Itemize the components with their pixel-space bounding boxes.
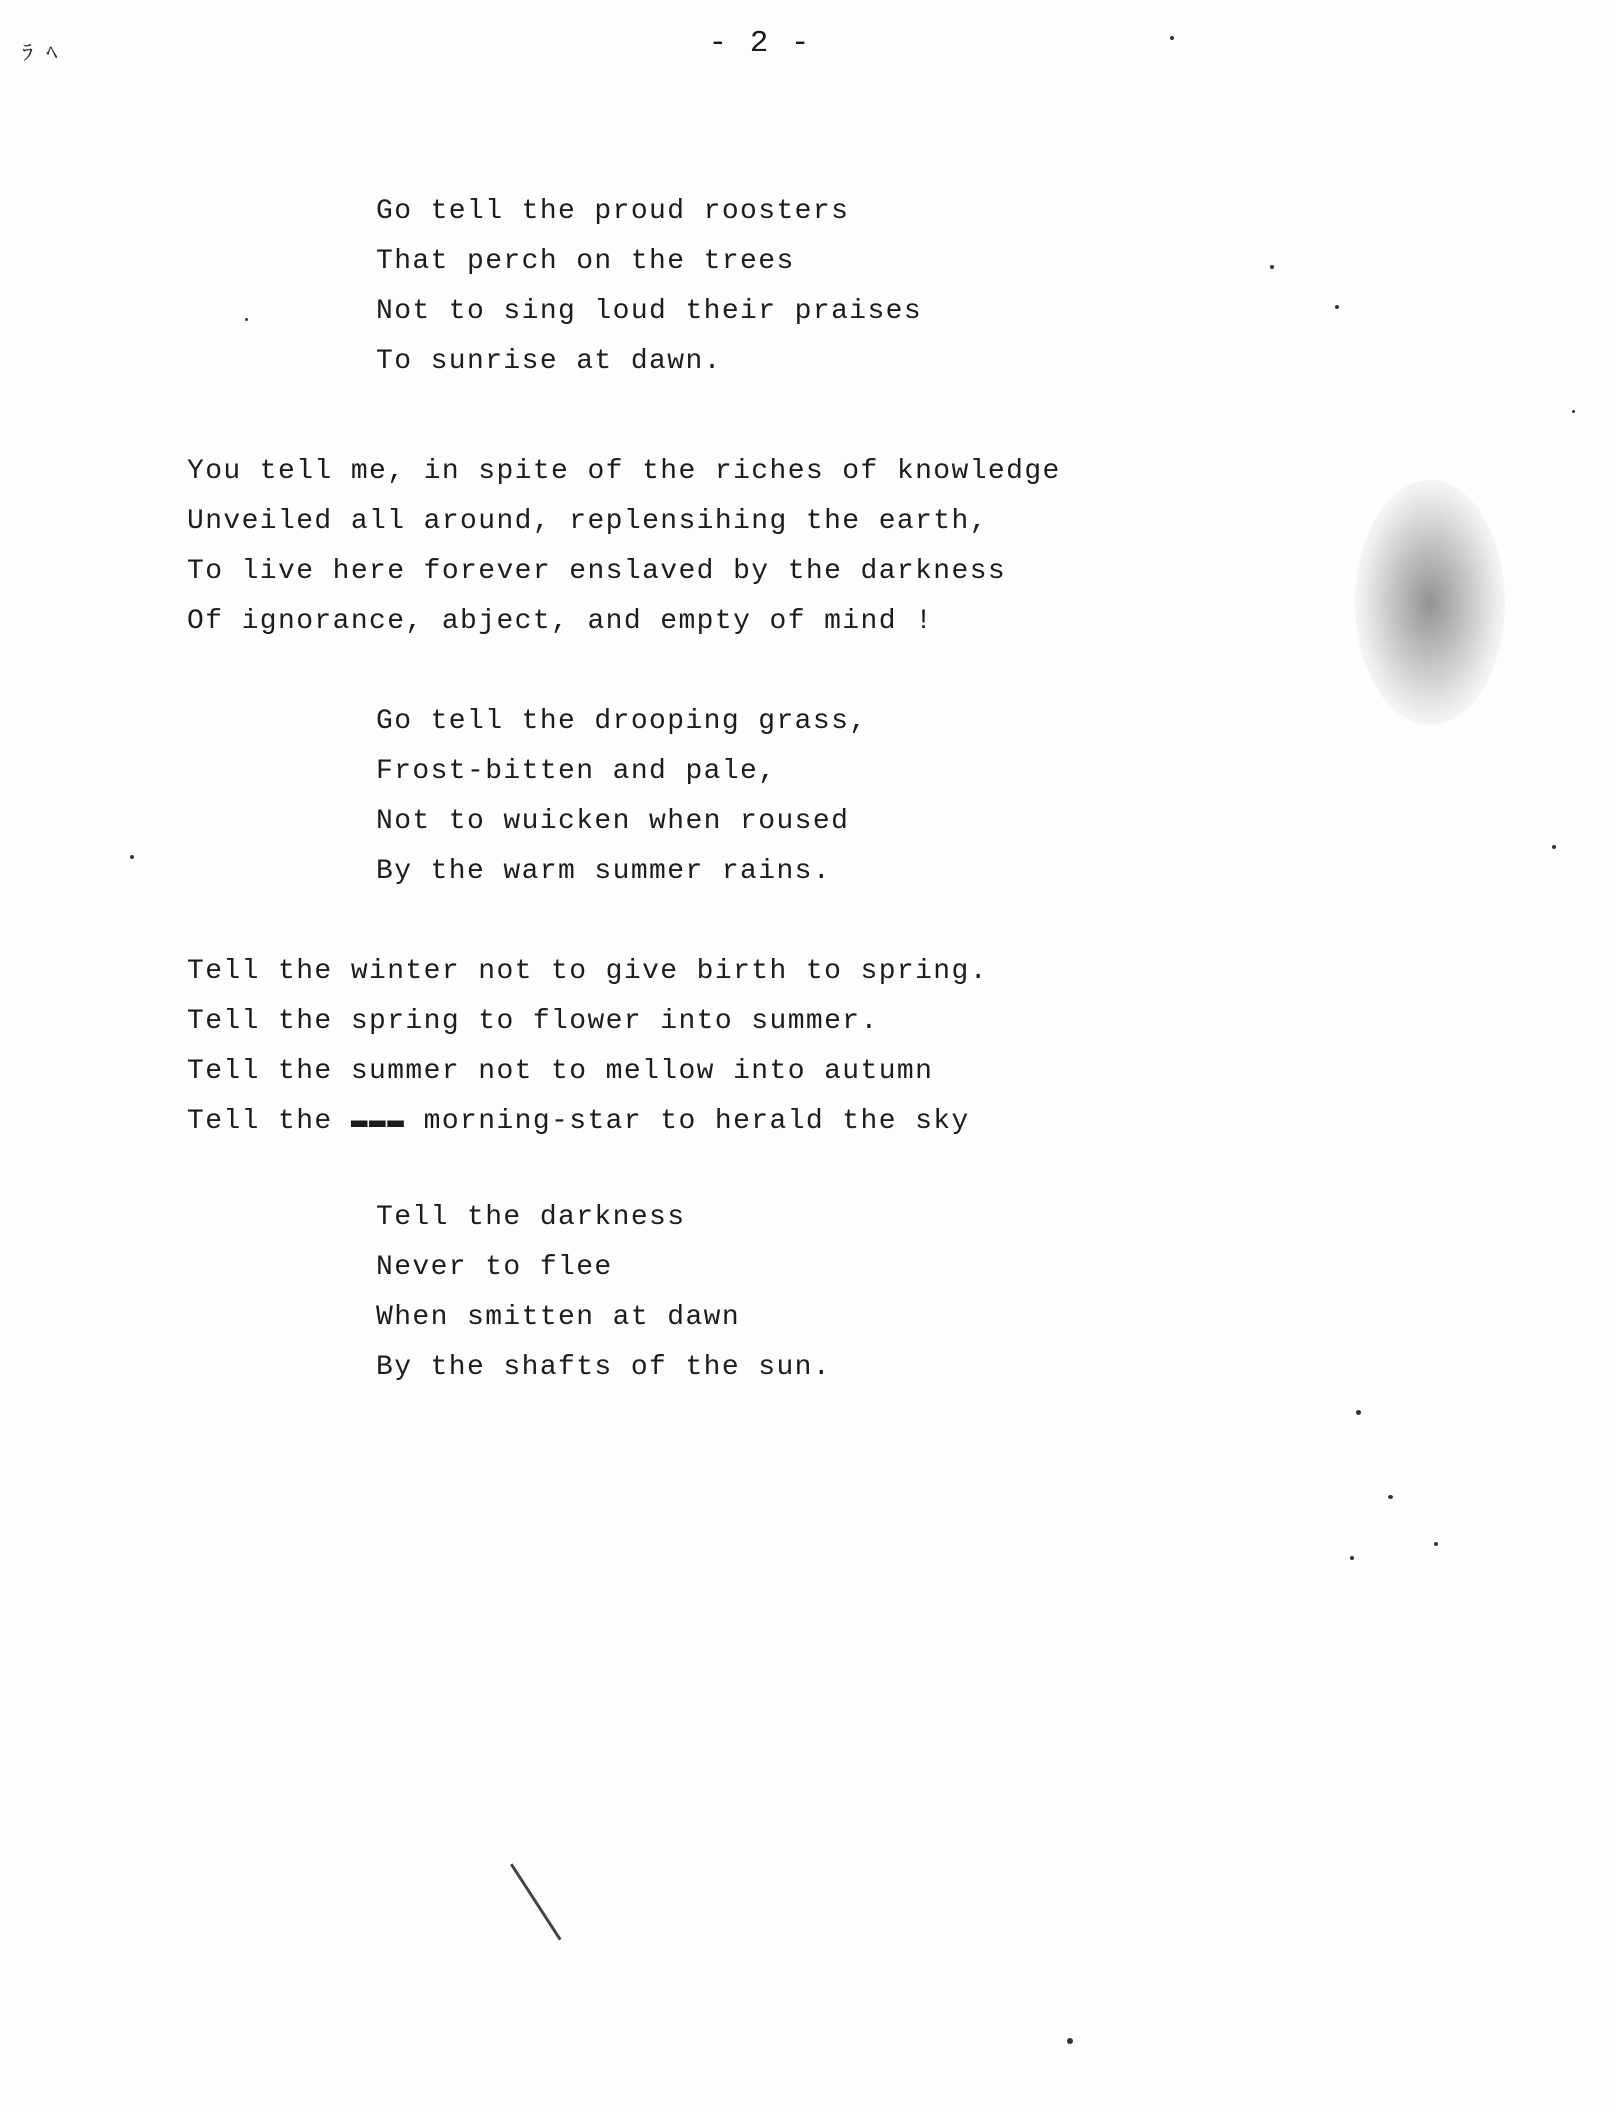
stanza-4 — [187, 947, 988, 1147]
ink-speck — [1170, 36, 1174, 40]
poem-line: Not to wuicken when roused — [376, 806, 850, 837]
poem-line: Of ignorance, abject, and empty of mind ! — [187, 606, 934, 637]
poem-line: Frost-bitten and pale, — [376, 756, 777, 787]
stanza-5 — [376, 1193, 831, 1393]
poem-line: To sunrise at dawn. — [376, 346, 722, 377]
ink-speck — [1388, 1495, 1393, 1499]
ink-speck — [130, 855, 134, 859]
corner-mark: ﾗ ﾍ — [22, 42, 58, 67]
ink-speck — [1356, 1410, 1361, 1415]
stanza-3 — [376, 697, 867, 897]
poem-line: Unveiled all around, replensihing the earth, — [187, 506, 988, 537]
ink-speck — [1335, 305, 1339, 309]
poem-line: By the warm summer rains. — [376, 856, 832, 887]
poem-line: That perch on the trees — [376, 246, 795, 277]
ink-speck — [1067, 2038, 1073, 2044]
pen-stroke — [510, 1863, 562, 1940]
ink-speck — [1572, 410, 1575, 413]
poem-line: Go tell the proud roosters — [376, 196, 850, 227]
stanza-2 — [187, 447, 1061, 647]
ink-speck — [1434, 1542, 1438, 1546]
poem-line: Tell the ▬▬▬ morning-star to herald the sky — [187, 1106, 970, 1137]
poem-line: Never to flee — [376, 1252, 613, 1283]
page-number: - 2 - — [708, 26, 812, 61]
poem-line: By the shafts of the sun. — [376, 1352, 832, 1383]
poem-line: Tell the winter not to give birth to spring. — [187, 956, 988, 987]
ink-speck — [1270, 265, 1274, 269]
ink-smudge — [1355, 480, 1505, 725]
poem-line: Not to sing loud their praises — [376, 296, 923, 327]
stanza-1 — [376, 187, 922, 387]
poem-line: To live here forever enslaved by the darkness — [187, 556, 1007, 587]
poem-line: You tell me, in spite of the riches of knowledge — [187, 456, 1061, 487]
poem-line: Tell the spring to flower into summer. — [187, 1006, 879, 1037]
ink-speck — [245, 318, 248, 321]
ink-speck — [1350, 1556, 1354, 1560]
poem-line: Tell the summer not to mellow into autumn — [187, 1056, 934, 1087]
poem-line: Tell the darkness — [376, 1202, 686, 1233]
poem-line: Go tell the drooping grass, — [376, 706, 868, 737]
poem-line: When smitten at dawn — [376, 1302, 741, 1333]
ink-speck — [1552, 845, 1556, 849]
